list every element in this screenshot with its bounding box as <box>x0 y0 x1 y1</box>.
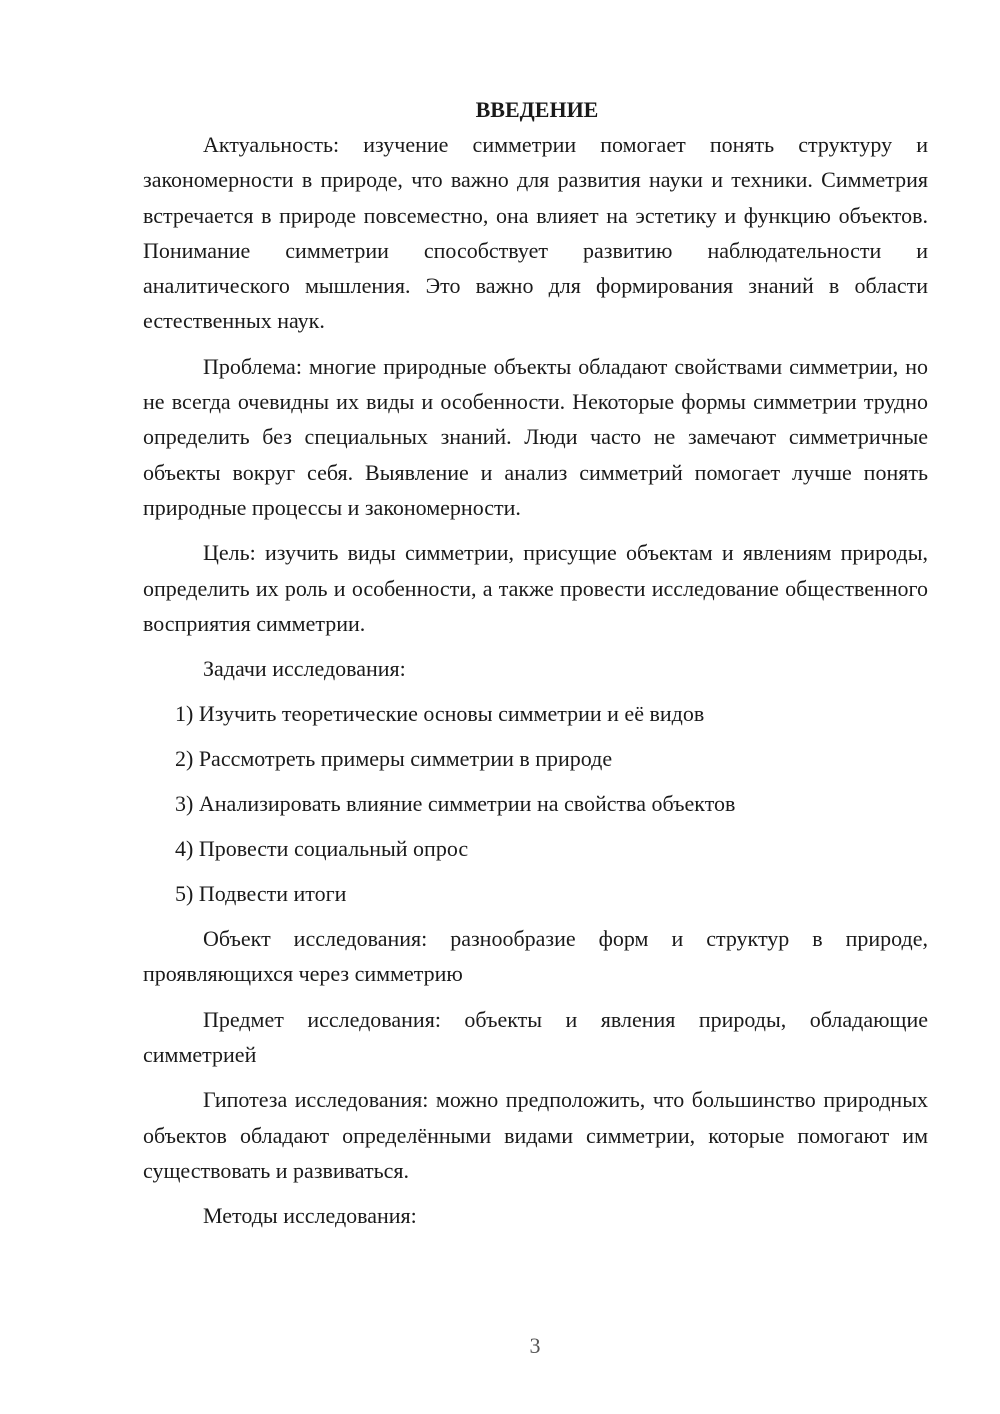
tasks-heading: Задачи исследования: <box>203 656 406 682</box>
tasks-list <box>143 696 928 911</box>
subject-paragraph: Предмет исследования: объекты и явления природы, обладающие симметрией <box>143 1006 928 1068</box>
task-item-3: 3) Анализировать влияние симметрии на свойства объектов <box>175 791 736 817</box>
task-item-4: 4) Провести социальный опрос <box>175 836 469 862</box>
goal-paragraph: Цель: изучить виды симметрии, присущие объектам и явлениям природы, определить их роль и особенности, а также провести исследование общественного восприятия симметрии. <box>143 540 928 636</box>
hypothesis-paragraph: Гипотеза исследования: можно предположить, что большинство природных объектов обладают определёнными видами симметрии, которые помогают им существовать и развиваться. <box>143 1087 928 1183</box>
problem-paragraph: Проблема: многие природные объекты обладают свойствами симметрии, но не всегда очевидны их виды и особенности. Некоторые формы симметрии трудно определить без специальных знаний. Люди часто не замечают симметричные объекты вокруг себя. Выявление и анализ симметрий помогает лучше понять природные процессы и закономерности. <box>143 353 928 520</box>
document-page <box>143 92 928 1243</box>
task-item-2: 2) Рассмотреть примеры симметрии в природе <box>175 746 613 772</box>
task-item-1: 1) Изучить теоретические основы симметрии и её видов <box>175 701 705 727</box>
object-paragraph: Объект исследования: разнообразие форм и структур в природе, проявляющихся через симметрию <box>143 926 928 987</box>
page-number: 3 <box>529 1333 541 1358</box>
task-item-5: 5) Подвести итоги <box>175 881 347 907</box>
page-title: ВВЕДЕНИЕ <box>475 97 599 122</box>
methods-heading: Методы исследования: <box>203 1203 417 1229</box>
relevance-paragraph: Актуальность: изучение симметрии помогает понять структуру и закономерности в природе, что важно для развития науки и техники. Симметрия встречается в природе повсеместно, она влияет на эстетику и функцию объектов. Понимание симметрии способствует развитию наблюдательности и аналитического мышления. Это важно для формирования знаний в области естественных наук. <box>143 132 928 334</box>
